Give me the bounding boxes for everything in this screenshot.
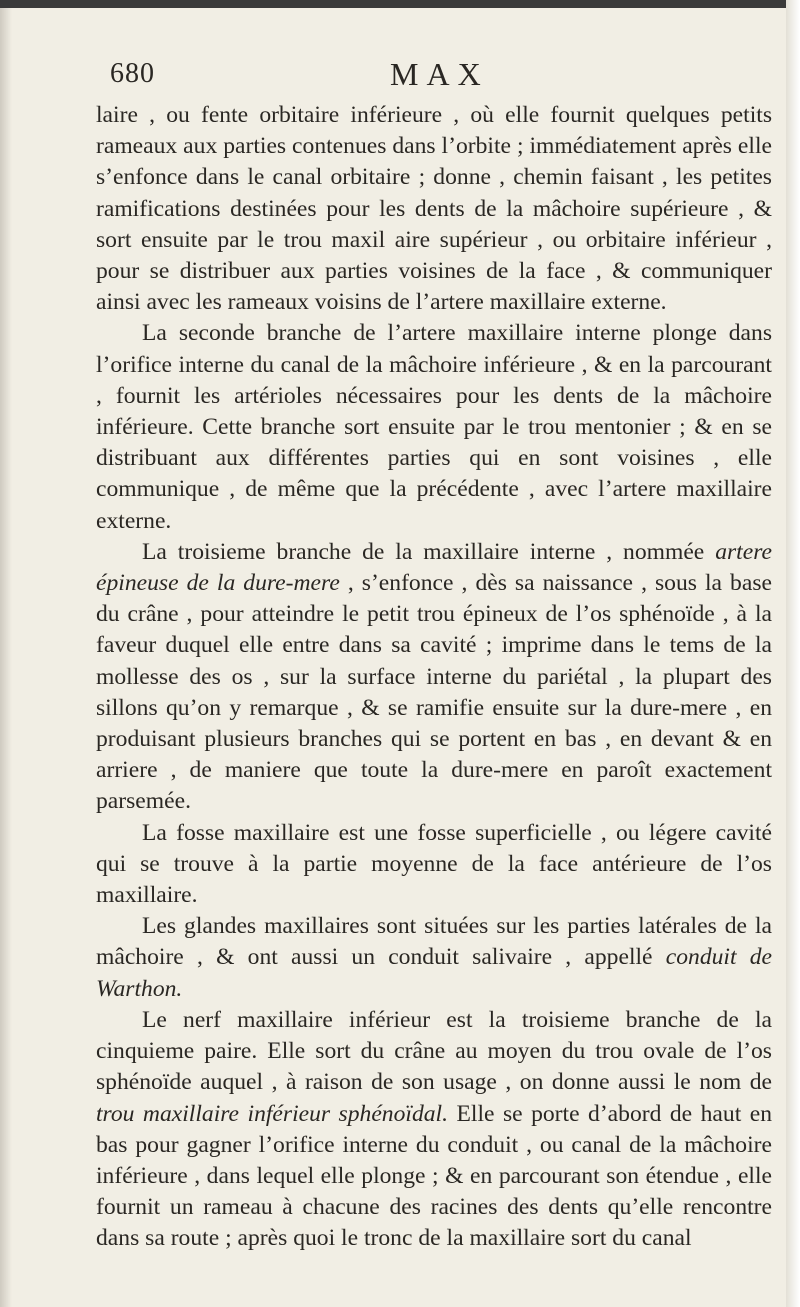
text-run: Les glandes maxillaires sont situées sur les parties latérales de la mâchoire , & ont aussi un conduit salivaire , appellé xyxy=(96,913,772,971)
body-text xyxy=(96,100,772,1255)
text-run: Le nerf maxillaire inférieur est la troisieme branche de la cinquieme paire. Elle sort du crâne au moyen du trou ovale de l’os sphénoïde auquel , à raison de son usage , on donne aussi le nom de xyxy=(96,1006,772,1096)
page-right-edge xyxy=(786,0,800,1307)
italic-term: trou maxillaire inférieur sphénoïdal. xyxy=(96,1100,448,1127)
text-run: laire , ou fente orbitaire inférieure , où elle fournit quelques petits rameaux aux parties contenues dans l’orbite ; immédiatement après elle s’enfonce dans le canal orbitaire ; donne , chemin faisant , les petites ramifications destinées pour les dents de la mâchoire supérieure , & sort ensuite par le trou maxil aire supérieur , ou orbitaire inférieur , pour se distribuer aux parties voisines de la face , & communiquer ainsi avec les rameaux voisins de l’artere maxillaire externe. xyxy=(96,102,772,316)
text-run: La seconde branche de l’artere maxillaire interne plonge dans l’orifice interne du canal de la mâchoire inférieure , & en la parcourant , fournit les artérioles nécessaires pour les dents de la mâchoire inférieure. Cette branche sort ensuite par le trou mentonier ; & en se distribuant aux différentes parties qui en sont voisines , elle communique , de même que la précédente , avec l’artere maxillaire externe. xyxy=(96,320,772,534)
italic-term: artere épineuse de la dure-mere xyxy=(96,538,772,597)
text-run: , s’enfonce , dès sa naissance , sous la base du crâne , pour atteindre le petit trou épineux de l’os sphénoïde , à la faveur duquel elle entre dans sa cavité ; imprime dans le tems de la mollesse des os , sur la surface interne du pariétal , la plupart des sillons qu’on y remarque , & se ramifie ensuite sur la dure-mere , en produisant plusieurs branches qui se portent en bas , en devant & en arriere , de maniere que toute la dure-mere en paroît exactement parsemée. xyxy=(96,570,772,815)
paragraph xyxy=(96,818,772,912)
text-run: La troisieme branche de la maxillaire interne , nommée xyxy=(142,538,716,565)
page-content xyxy=(96,52,772,1255)
paragraph xyxy=(96,911,772,1005)
paragraph xyxy=(96,537,772,818)
page-header xyxy=(96,52,772,100)
page-number: 680 xyxy=(110,58,155,89)
paragraph xyxy=(96,318,772,536)
page-fold-shadow xyxy=(0,8,12,1307)
text-run: La fosse maxillaire est une fosse superficielle , ou légere cavité qui se trouve à la partie moyenne de la face antérieure de l’os maxillaire. xyxy=(96,819,772,909)
italic-term: conduit de Warthon. xyxy=(96,944,772,1002)
paragraph xyxy=(96,1005,772,1255)
running-head: MAX xyxy=(390,56,489,92)
text-run: Elle se porte d’abord de haut en bas pour gagner l’orifice interne du conduit , ou canal de la mâchoire inférieure , dans lequel elle plonge ; & en parcourant son étendue , elle fournit un rameau à chacune des racines des dents qu’elle rencontre dans sa route ; après quoi le tronc de la maxillaire sort du canal xyxy=(96,1100,772,1252)
paragraph xyxy=(96,100,772,318)
scan-top-border xyxy=(0,0,800,8)
